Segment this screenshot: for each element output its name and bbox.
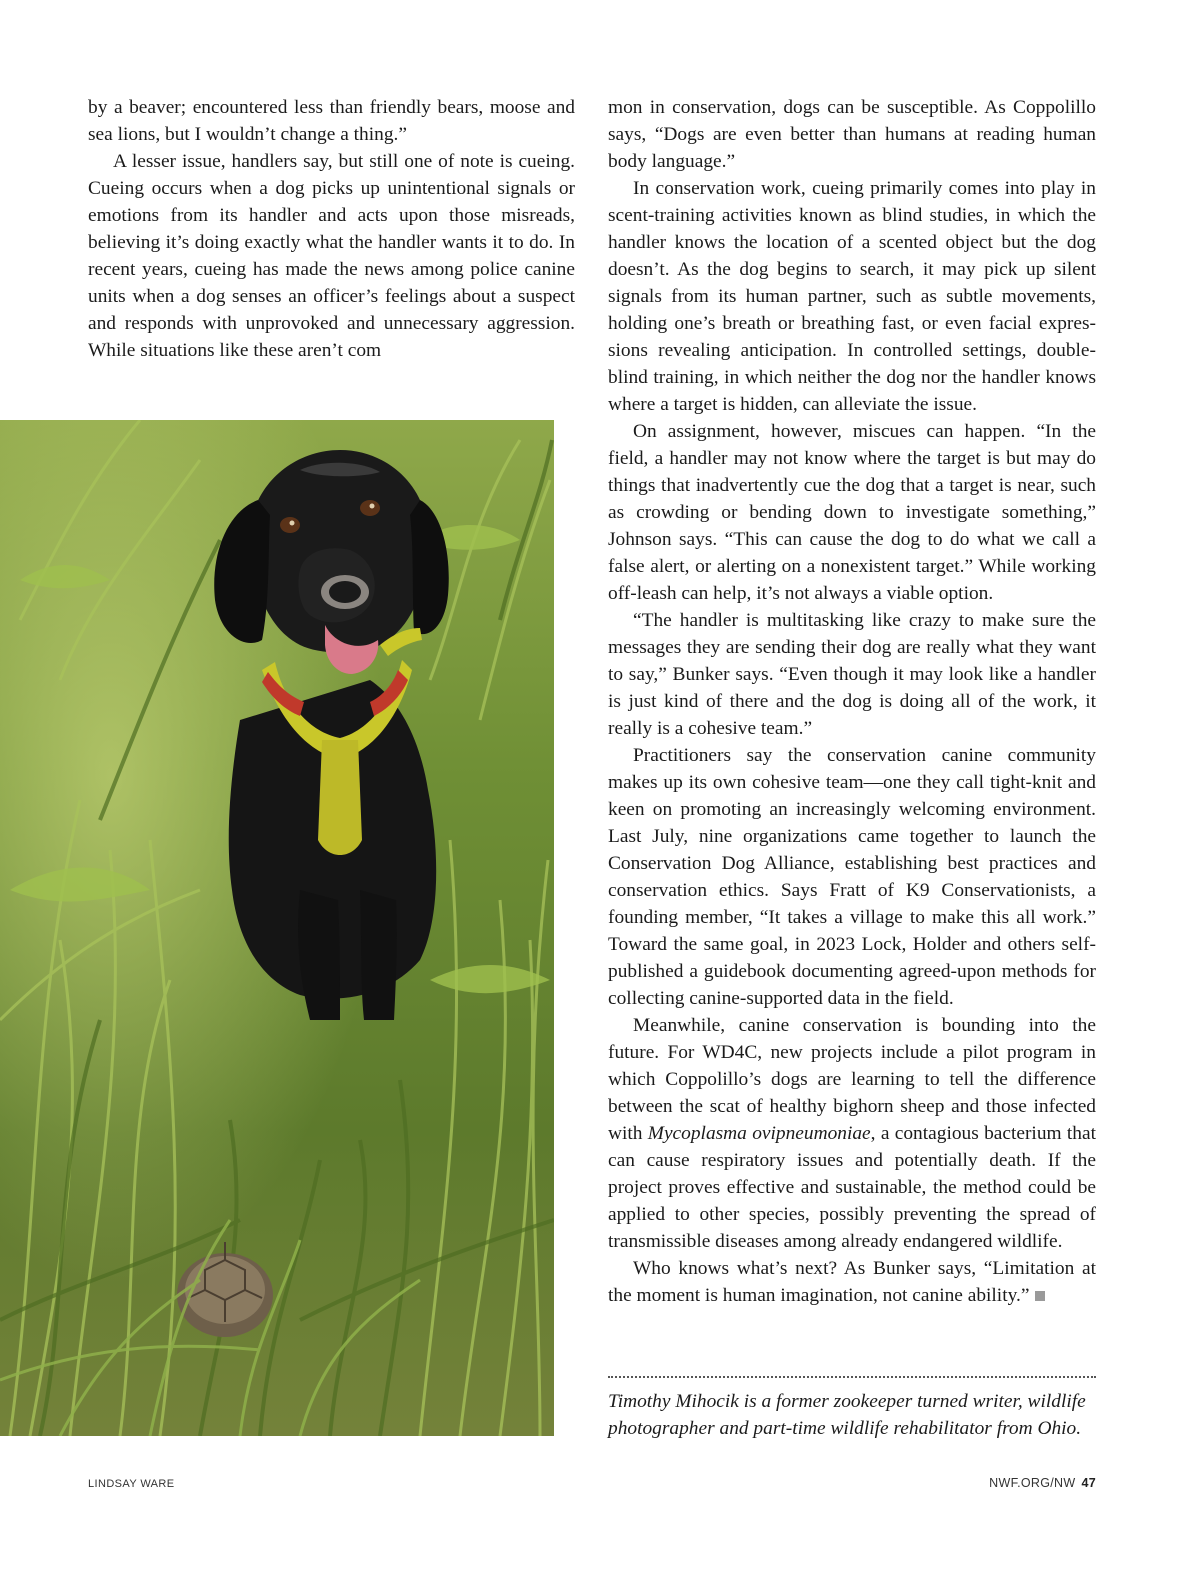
left-text-column — [88, 94, 575, 364]
right-text-column — [608, 94, 1096, 1309]
paragraph: On assignment, however, miscues can happen. “In the field, a handler may not know where the target is but may do things that inadvertently cue the dog that a target is near, such as crowding or bending down to investigate something,” Johnson says. “This can cause the dog to do what we call a false alert, or alerting on a nonexistent target.” While working off-leash can help, it’s not always a viable option. — [608, 421, 1096, 604]
paragraph: by a beaver; encountered less than friendly bears, moose and sea lions, but I wouldn’t change a thing.” — [88, 97, 575, 145]
paragraph-text: , a contagious bacterium that can cause respiratory issues and potentially death. If the project proves effective and sustainable, the method could be applied to other species, possibly preventing the spread of transmissible diseases among already endangered wildlife. — [608, 1123, 1096, 1252]
author-bio-text: Timothy Mihocik is a former zookeeper turned writer, wildlife photographer and part-time wildlife rehabilitator from Ohio. — [608, 1391, 1086, 1439]
author-bio — [608, 1388, 1096, 1442]
page-folio — [989, 1476, 1096, 1490]
paragraph: “The handler is multitasking like crazy to make sure the messages they are sending their dog are really what they want to say,” Bunker says. “Even though it may look like a handler is just kind of there and the dog is doing all of the work, it really is a cohesive team.” — [608, 610, 1096, 739]
species-name: Mycoplasma ovipneumoniae — [647, 1123, 871, 1144]
paragraph: In conservation work, cueing primarily comes into play in scent-training activities known as blind studies, in which the handler knows the location of a scented object but the dog doesn’t. As the dog begins to search, it may pick up silent signals from its human partner, such as subtle movements, holding one’s breath or breathing fast, or even facial expressions revealing anticipation. In controlled settings, double-blind training, in which neither the dog nor the handler knows where a target is hidden, can alleviate the issue. — [608, 178, 1096, 415]
site-url[interactable]: NWF.ORG/NW — [989, 1476, 1076, 1490]
paragraph-text: Meanwhile, canine conservation is bounding into the future. For WD4C, new projects include a pilot program in which Coppolillo’s dogs are learning to tell the difference between the scat of healthy bighorn sheep and those infected with — [608, 1015, 1096, 1144]
bio-divider — [608, 1376, 1096, 1378]
paragraph: A lesser issue, handlers say, but still one of note is cueing. Cueing occurs when a dog picks up unintentional signals or emotions from its handler and acts upon those misreads, believing it’s doing exactly what the handler wants it to do. In recent years, cueing has made the news among police canine units when a dog senses an officer’s feelings about a suspect and responds with unprovoked and unnecessary aggression. While situations like these aren’t com — [88, 151, 575, 361]
dog-in-grass-illustration — [0, 420, 554, 1436]
final-paragraph — [608, 1255, 1096, 1309]
paragraph: mon in conservation, dogs can be susceptible. As Coppolillo says, “Dogs are even better than humans at reading human body language.” — [608, 97, 1096, 172]
photo-credit: LINDSAY WARE — [88, 1478, 175, 1490]
paragraph: Practitioners say the conservation canine community makes up its own cohesive team—one they call tight-knit and keen on promoting an increasingly welcoming environment. Last July, nine organizations came together to launch the Conservation Dog Alliance, establishing best practices and conservation ethics. Says Fratt of K9 Conservationists, a founding member, “It takes a village to make this all work.” Toward the same goal, in 2023 Lock, Holder and others self-published a guidebook documenting agreed-upon methods for collecting canine-supported data in the field. — [608, 745, 1096, 1009]
end-mark-icon — [1035, 1291, 1045, 1301]
paragraph — [608, 1012, 1096, 1255]
page-number: 47 — [1081, 1476, 1096, 1490]
paragraph-text: Who knows what’s next? As Bunker says, “Limitation at the moment is human imagination, not canine ability.” — [608, 1258, 1096, 1306]
dog-photo — [0, 420, 554, 1436]
